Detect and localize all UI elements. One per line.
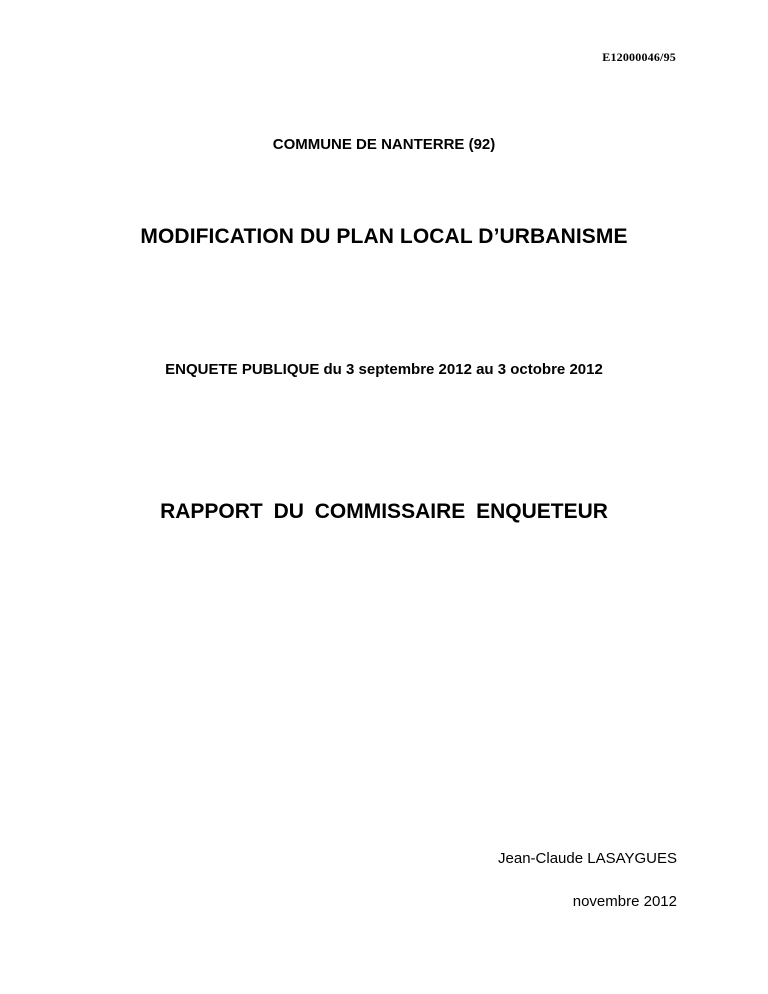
- document-title: MODIFICATION DU PLAN LOCAL D’URBANISME: [140, 225, 628, 248]
- enquete-dates: ENQUETE PUBLIQUE du 3 septembre 2012 au 3 octobre 2012: [165, 361, 603, 378]
- reference-number: E12000046/95: [602, 50, 676, 64]
- author-name: Jean-Claude LASAYGUES: [498, 850, 677, 867]
- document-date: novembre 2012: [572, 893, 677, 910]
- commune-heading: COMMUNE DE NANTERRE (92): [272, 136, 496, 153]
- rapport-heading: RAPPORT DU COMMISSAIRE ENQUETEUR: [160, 500, 608, 523]
